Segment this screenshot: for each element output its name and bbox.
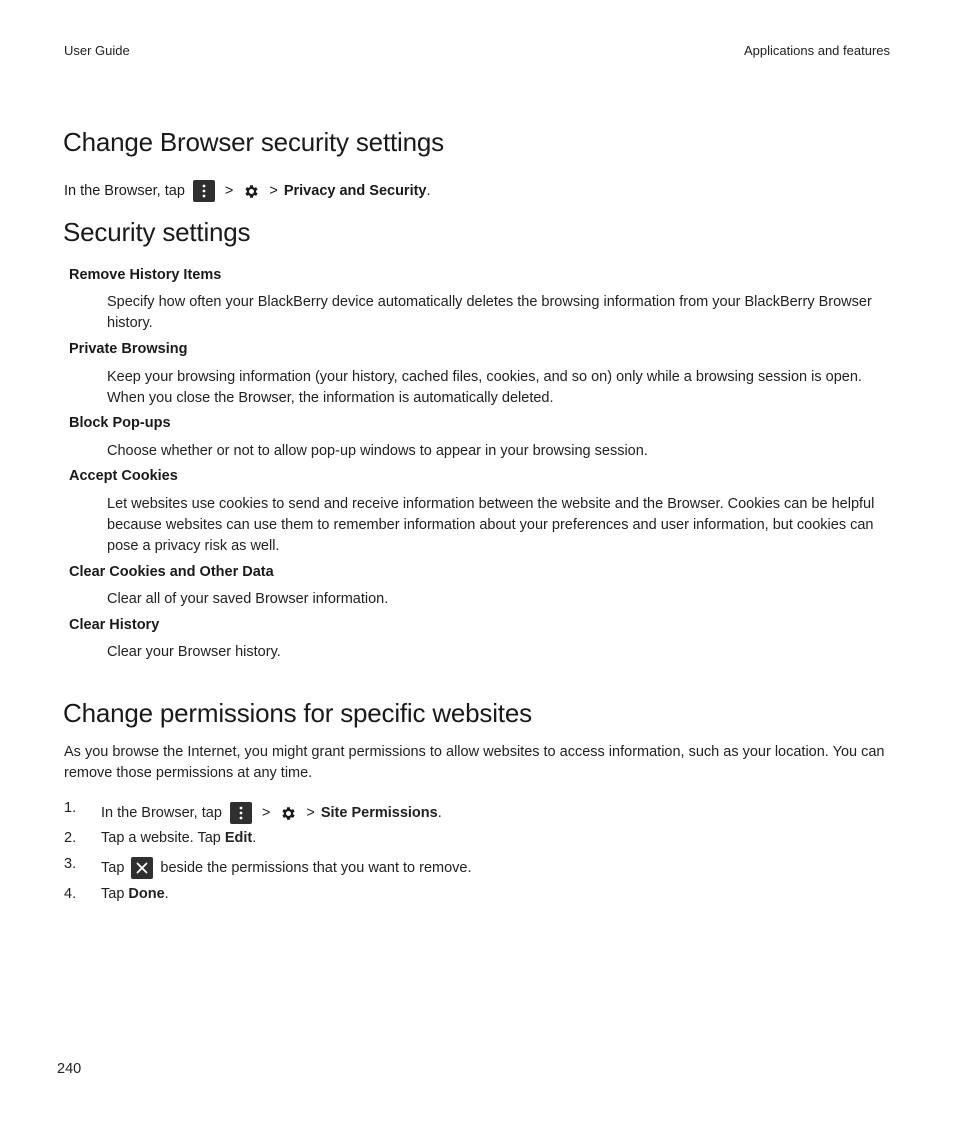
step-number: 1. bbox=[64, 800, 77, 816]
section-title-change-security: Change Browser security settings bbox=[63, 127, 444, 157]
step-4 bbox=[101, 886, 169, 902]
step-number: 3. bbox=[64, 856, 77, 872]
privacy-security-label: Privacy and Security bbox=[283, 183, 427, 199]
step-number: 4. bbox=[64, 886, 77, 902]
step-prefix: In the Browser, tap bbox=[101, 805, 222, 821]
step-end: . bbox=[252, 830, 257, 846]
gear-icon bbox=[278, 802, 298, 824]
step-number: 2. bbox=[64, 830, 77, 846]
step-1 bbox=[101, 802, 442, 824]
permissions-intro: As you browse the Internet, you might grant permissions to allow websites to access information, such as your location. You can remove those permissions at any time. bbox=[64, 744, 885, 781]
step-prefix: Tap bbox=[101, 860, 125, 876]
term-accept-cookies: Accept Cookies bbox=[69, 468, 178, 484]
separator: > bbox=[261, 805, 271, 821]
term-private-browsing: Private Browsing bbox=[69, 341, 188, 357]
step-end: . bbox=[437, 805, 442, 821]
edit-label: Edit bbox=[224, 830, 253, 846]
instruction-prefix: In the Browser, tap bbox=[64, 183, 185, 199]
desc-clear-cookies: Clear all of your saved Browser information. bbox=[107, 591, 389, 607]
term-block-popups: Block Pop-ups bbox=[69, 415, 171, 431]
section-title-security-settings: Security settings bbox=[63, 217, 251, 247]
overflow-menu-icon bbox=[230, 802, 252, 824]
step-3 bbox=[101, 857, 472, 879]
step-prefix: Tap a website. Tap bbox=[101, 830, 221, 846]
instruction-end: . bbox=[426, 183, 431, 199]
step-2 bbox=[101, 830, 256, 846]
term-remove-history-items: Remove History Items bbox=[69, 267, 222, 283]
separator: > bbox=[224, 183, 234, 199]
separator: > bbox=[269, 183, 278, 199]
close-icon bbox=[131, 857, 153, 879]
desc-accept-cookies: Let websites use cookies to send and receive information between the website and the Browser. Cookies can be helpful because websites can use them to remember information about your preferences and user information, but cookies can pose a privacy risk as well. bbox=[107, 496, 875, 554]
gear-icon bbox=[241, 180, 261, 202]
step-prefix: Tap bbox=[101, 886, 125, 902]
site-permissions-label: Site Permissions bbox=[320, 805, 438, 821]
desc-private-browsing: Keep your browsing information (your history, cached files, cookies, and so on) only while a browsing session is open. When you close the Browser, the information is automatically deleted. bbox=[107, 369, 862, 406]
running-header-left: User Guide bbox=[64, 43, 130, 58]
overflow-menu-icon bbox=[193, 180, 215, 202]
section-title-permissions: Change permissions for specific websites bbox=[63, 698, 532, 728]
step-end: . bbox=[164, 886, 169, 902]
done-label: Done bbox=[128, 886, 165, 902]
separator: > bbox=[306, 805, 315, 821]
security-instruction bbox=[64, 180, 431, 202]
desc-remove-history-items: Specify how often your BlackBerry device automatically deletes the browsing information from your BlackBerry Browser history. bbox=[107, 294, 872, 331]
running-header-right: Applications and features bbox=[744, 43, 890, 58]
desc-clear-history: Clear your Browser history. bbox=[107, 644, 281, 660]
page-number: 240 bbox=[57, 1061, 82, 1077]
step-suffix: beside the permissions that you want to remove. bbox=[160, 860, 472, 876]
term-clear-history: Clear History bbox=[69, 617, 160, 633]
desc-block-popups: Choose whether or not to allow pop-up windows to appear in your browsing session. bbox=[107, 443, 648, 459]
term-clear-cookies: Clear Cookies and Other Data bbox=[69, 564, 274, 580]
